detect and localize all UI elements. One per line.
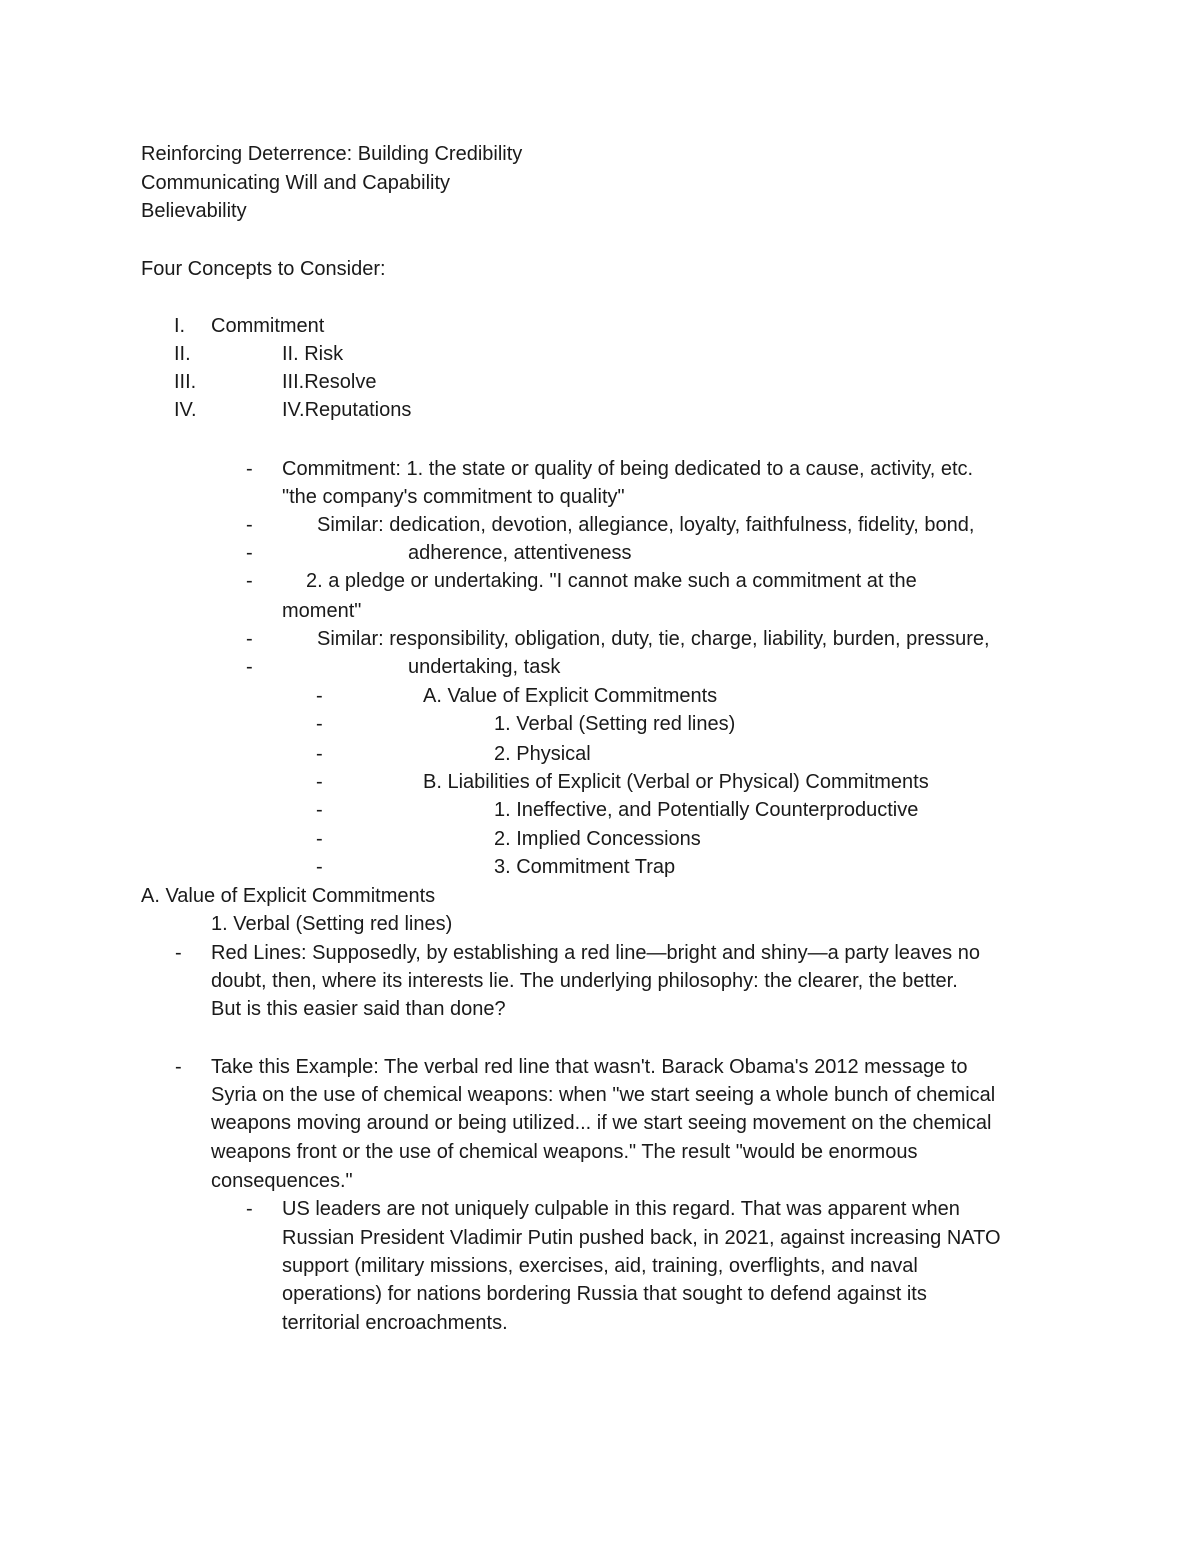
concept-label: Commitment <box>211 315 325 337</box>
bullet-dash: - <box>175 1056 182 1078</box>
paragraph-line: But is this easier said than done? <box>211 998 506 1020</box>
paragraph-line: operations) for nations bordering Russia that sought to defend against its <box>282 1283 927 1305</box>
concept-label: IV.Reputations <box>282 399 412 421</box>
document-subtitle: Communicating Will and Capability <box>141 172 451 194</box>
paragraph-line: Russian President Vladimir Putin pushed back, in 2021, against increasing NATO <box>282 1227 1001 1249</box>
paragraph-line: doubt, then, where its interests lie. The underlying philosophy: the clearer, the better. <box>211 970 958 992</box>
definition-line: moment" <box>282 600 362 622</box>
definition-line: "the company's commitment to quality" <box>282 486 625 508</box>
paragraph-line: Red Lines: Supposedly, by establishing a red line—bright and shiny—a party leaves no <box>211 942 980 964</box>
concept-number: III. <box>174 371 197 393</box>
bullet-dash: - <box>246 1198 253 1220</box>
concept-label: II. Risk <box>282 343 344 365</box>
bullet-dash: - <box>246 656 253 678</box>
outline-heading: B. Liabilities of Explicit (Verbal or Physical) Commitments <box>423 771 929 793</box>
section-subheading: 1. Verbal (Setting red lines) <box>211 913 453 935</box>
outline-item: 2. Physical <box>494 743 591 765</box>
document-title: Reinforcing Deterrence: Building Credibility <box>141 143 523 165</box>
paragraph-line: territorial encroachments. <box>282 1312 508 1334</box>
outline-item: 1. Ineffective, and Potentially Counterproductive <box>494 799 919 821</box>
concept-number: II. <box>174 343 191 365</box>
outline-item: 1. Verbal (Setting red lines) <box>494 713 736 735</box>
bullet-dash: - <box>316 828 323 850</box>
definition-line: Similar: responsibility, obligation, duty, tie, charge, liability, burden, pressure, <box>317 628 990 650</box>
paragraph-line: US leaders are not uniquely culpable in this regard. That was apparent when <box>282 1198 960 1220</box>
intro-text: Four Concepts to Consider: <box>141 258 386 280</box>
bullet-dash: - <box>316 685 323 707</box>
definition-line: undertaking, task <box>408 656 561 678</box>
bullet-dash: - <box>246 542 253 564</box>
bullet-dash: - <box>316 771 323 793</box>
paragraph-line: support (military missions, exercises, aid, training, overflights, and naval <box>282 1255 918 1277</box>
definition-line: Similar: dedication, devotion, allegiance, loyalty, faithfulness, fidelity, bond, <box>317 514 975 536</box>
section-heading: A. Value of Explicit Commitments <box>141 885 436 907</box>
bullet-dash: - <box>246 628 253 650</box>
outline-item: 2. Implied Concessions <box>494 828 701 850</box>
bullet-dash: - <box>246 514 253 536</box>
bullet-dash: - <box>316 799 323 821</box>
definition-line: Commitment: 1. the state or quality of being dedicated to a cause, activity, etc. <box>282 458 974 480</box>
bullet-dash: - <box>316 856 323 878</box>
definition-line: adherence, attentiveness <box>408 542 632 564</box>
concept-number: IV. <box>174 399 197 421</box>
bullet-dash: - <box>316 713 323 735</box>
document-subtitle-2: Believability <box>141 200 247 222</box>
paragraph-line: consequences." <box>211 1170 353 1192</box>
bullet-dash: - <box>246 570 253 592</box>
paragraph-line: Take this Example: The verbal red line that wasn't. Barack Obama's 2012 message to <box>211 1056 968 1078</box>
bullet-dash: - <box>175 942 182 964</box>
paragraph-line: weapons moving around or being utilized... if we start seeing movement on the chemical <box>211 1112 992 1134</box>
paragraph-line: weapons front or the use of chemical weapons." The result "would be enormous <box>211 1141 918 1163</box>
concept-label: III.Resolve <box>282 371 377 393</box>
bullet-dash: - <box>246 458 253 480</box>
concept-number: I. <box>174 315 186 337</box>
bullet-dash: - <box>316 743 323 765</box>
paragraph-line: Syria on the use of chemical weapons: when "we start seeing a whole bunch of chemical <box>211 1084 996 1106</box>
definition-line: 2. a pledge or undertaking. "I cannot make such a commitment at the <box>306 570 917 592</box>
outline-item: 3. Commitment Trap <box>494 856 676 878</box>
outline-heading: A. Value of Explicit Commitments <box>423 685 718 707</box>
